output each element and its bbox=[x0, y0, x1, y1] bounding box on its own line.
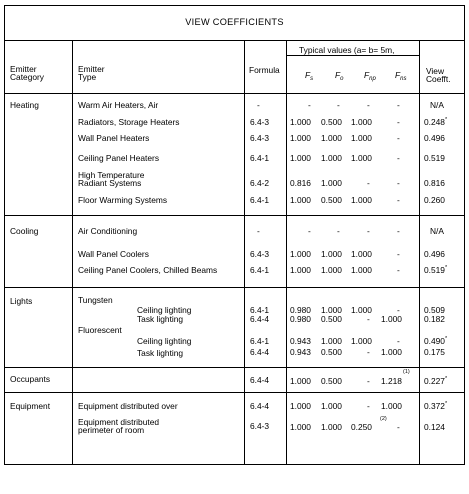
header-fnp: $F_{np}$ bbox=[364, 70, 376, 82]
fnp-cell: - bbox=[367, 401, 370, 411]
col-rule-formula bbox=[286, 40, 287, 465]
formula-cell: 6.4-1 bbox=[250, 195, 270, 205]
header-view-line2: Coefft. bbox=[426, 74, 451, 84]
header-category-line2: Category bbox=[10, 72, 44, 82]
fo-cell: 1.000 bbox=[321, 178, 342, 188]
fns-cell: - bbox=[397, 305, 400, 315]
fnp-cell: 1.000 bbox=[351, 195, 372, 205]
category-heating: Heating bbox=[10, 100, 39, 110]
fns-cell: 1.000 bbox=[381, 401, 402, 411]
fs-cell: 0.980 bbox=[290, 314, 311, 324]
fns-footnote: (1) bbox=[403, 369, 410, 375]
formula-cell: 6.4-1 bbox=[250, 153, 270, 163]
fnp-cell: - bbox=[367, 100, 370, 110]
type-radiators: Radiators, Storage Heaters bbox=[78, 117, 180, 127]
fo-cell: 1.000 bbox=[321, 336, 342, 346]
header-typical-values: Typical values (a= b= 5m, bbox=[299, 45, 395, 55]
formula-cell: 6.4-3 bbox=[250, 249, 270, 259]
header-type-line1: Emitter bbox=[78, 64, 105, 74]
fnp-cell: - bbox=[367, 347, 370, 357]
header-fs: $F_s$ bbox=[305, 70, 314, 82]
view-cell: N/A bbox=[430, 100, 444, 110]
fs-cell: 1.000 bbox=[290, 422, 311, 432]
fo-cell: 0.500 bbox=[321, 314, 342, 324]
type-equipment-perimeter-line1: Equipment distributed bbox=[78, 417, 160, 427]
fns-cell: - bbox=[397, 422, 400, 432]
fnp-cell: 1.000 bbox=[351, 117, 372, 127]
formula-cell: - bbox=[257, 100, 260, 110]
type-tungsten-task: Task lighting bbox=[137, 314, 184, 324]
header-category-line1: Emitter bbox=[10, 64, 37, 74]
fnp-cell: 1.000 bbox=[351, 133, 372, 143]
fs-cell: - bbox=[308, 100, 311, 110]
fs-cell: 0.980 bbox=[290, 305, 311, 315]
category-occupants: Occupants bbox=[10, 374, 51, 384]
view-cell: 0.175 bbox=[424, 347, 445, 357]
heating-rule bbox=[4, 215, 465, 216]
fo-cell: - bbox=[337, 226, 340, 236]
fo-cell: 1.000 bbox=[321, 153, 342, 163]
fs-cell: 1.000 bbox=[290, 401, 311, 411]
fnp-cell: 1.000 bbox=[351, 305, 372, 315]
type-floor-warming: Floor Warming Systems bbox=[78, 195, 168, 205]
col-rule-view bbox=[419, 40, 420, 465]
formula-cell: - bbox=[257, 226, 260, 236]
type-equipment-perimeter-line2: perimeter of room bbox=[78, 425, 145, 435]
fo-cell: 1.000 bbox=[321, 305, 342, 315]
fo-cell: 0.500 bbox=[321, 347, 342, 357]
view-cell: 0.182 bbox=[424, 314, 445, 324]
occupants-rule bbox=[4, 392, 465, 393]
fs-cell: 0.943 bbox=[290, 347, 311, 357]
fo-cell: - bbox=[337, 100, 340, 110]
view-cell: 0.260 bbox=[424, 195, 445, 205]
formula-cell: 6.4-3 bbox=[250, 133, 270, 143]
view-cell: 0.227* bbox=[424, 376, 448, 386]
type-high-temp-line2: Radiant Systems bbox=[78, 178, 142, 188]
type-tungsten: Tungsten bbox=[78, 295, 113, 305]
fns-cell: - bbox=[397, 249, 400, 259]
fo-cell: 1.000 bbox=[321, 265, 342, 275]
fo-cell: 1.000 bbox=[321, 249, 342, 259]
formula-cell: 6.4-1 bbox=[250, 336, 270, 346]
type-fluorescent: Fluorescent bbox=[78, 325, 122, 335]
fnp-cell: 0.250 bbox=[351, 422, 372, 432]
header-type-line2: Type bbox=[78, 72, 97, 82]
fo-cell: 1.000 bbox=[321, 133, 342, 143]
fs-cell: - bbox=[308, 226, 311, 236]
fo-cell: 1.000 bbox=[321, 422, 342, 432]
view-cell: 0.816 bbox=[424, 178, 445, 188]
fnp-cell: - bbox=[367, 376, 370, 386]
type-tungsten-ceiling: Ceiling lighting bbox=[137, 305, 192, 315]
title-rule bbox=[4, 40, 465, 41]
formula-cell: 6.4-4 bbox=[250, 347, 270, 357]
formula-cell: 6.4-4 bbox=[250, 401, 270, 411]
fs-cell: 1.000 bbox=[290, 133, 311, 143]
view-cell: 0.496 bbox=[424, 249, 445, 259]
fs-cell: 0.943 bbox=[290, 336, 311, 346]
fns-cell: 1.218 bbox=[381, 376, 402, 386]
fnp-cell: - bbox=[367, 314, 370, 324]
type-high-temp-line1: High Temperature bbox=[78, 170, 145, 180]
fnp-cell: 1.000 bbox=[351, 336, 372, 346]
view-cell: 0.496 bbox=[424, 133, 445, 143]
header-fns: $F_{ns}$ bbox=[395, 70, 407, 82]
category-cooling: Cooling bbox=[10, 226, 39, 236]
fs-cell: 1.000 bbox=[290, 117, 311, 127]
fs-cell: 1.000 bbox=[290, 265, 311, 275]
fnp-cell: - bbox=[367, 178, 370, 188]
view-cell: 0.248* bbox=[424, 117, 448, 127]
fo-cell: 0.500 bbox=[321, 117, 342, 127]
view-cell: 0.490* bbox=[424, 336, 448, 346]
formula-cell: 6.4-2 bbox=[250, 178, 270, 188]
view-cell: 0.519 bbox=[424, 153, 445, 163]
category-equipment: Equipment bbox=[10, 401, 51, 411]
fns-cell: - bbox=[397, 226, 400, 236]
fns-cell: - bbox=[397, 336, 400, 346]
view-cell: 0.509 bbox=[424, 305, 445, 315]
fo-cell: 1.000 bbox=[321, 401, 342, 411]
header-formula: Formula bbox=[249, 65, 280, 75]
fns-cell: - bbox=[397, 117, 400, 127]
fnp-cell: - bbox=[367, 226, 370, 236]
view-cell: 0.372* bbox=[424, 401, 448, 411]
fs-cell: 1.000 bbox=[290, 249, 311, 259]
header-view-line1: View bbox=[426, 66, 445, 76]
type-fluorescent-ceiling: Ceiling lighting bbox=[137, 336, 192, 346]
lights-rule bbox=[4, 367, 465, 368]
fs-cell: 1.000 bbox=[290, 376, 311, 386]
header-rule bbox=[4, 93, 465, 94]
fns-cell: - bbox=[397, 133, 400, 143]
fns-cell: - bbox=[397, 195, 400, 205]
fs-cell: 1.000 bbox=[290, 153, 311, 163]
fnp-footnote: (2) bbox=[380, 416, 387, 422]
fns-cell: - bbox=[397, 100, 400, 110]
formula-cell: 6.4-3 bbox=[250, 421, 270, 431]
table-title: VIEW COEFFICIENTS bbox=[185, 17, 284, 27]
view-cell: 0.124 bbox=[424, 422, 445, 432]
fnp-cell: 1.000 bbox=[351, 249, 372, 259]
view-cell: N/A bbox=[430, 226, 444, 236]
view-cell: 0.519* bbox=[424, 265, 448, 275]
type-ceiling-panel: Ceiling Panel Heaters bbox=[78, 153, 160, 163]
formula-cell: 6.4-1 bbox=[250, 265, 270, 275]
header-fo: $F_o$ bbox=[335, 70, 344, 82]
fnp-cell: 1.000 bbox=[351, 153, 372, 163]
fns-cell: 1.000 bbox=[381, 314, 402, 324]
type-fluorescent-task: Task lighting bbox=[137, 348, 184, 358]
col-rule-category bbox=[72, 40, 73, 465]
category-lights: Lights bbox=[10, 296, 33, 306]
formula-cell: 6.4-4 bbox=[250, 375, 270, 385]
type-warm-air: Warm Air Heaters, Air bbox=[78, 100, 159, 110]
fns-cell: - bbox=[397, 178, 400, 188]
fo-cell: 0.500 bbox=[321, 195, 342, 205]
fs-cell: 0.816 bbox=[290, 178, 311, 188]
cooling-rule bbox=[4, 287, 465, 288]
formula-cell: 6.4-1 bbox=[250, 305, 270, 315]
type-air-conditioning: Air Conditioning bbox=[78, 226, 138, 236]
fnp-cell: 1.000 bbox=[351, 265, 372, 275]
type-wall-coolers: Wall Panel Coolers bbox=[78, 249, 149, 259]
header-subrule bbox=[287, 55, 419, 56]
type-wall-panel: Wall Panel Heaters bbox=[78, 133, 150, 143]
fns-cell: 1.000 bbox=[381, 347, 402, 357]
type-ceiling-coolers: Ceiling Panel Coolers, Chilled Beams bbox=[78, 265, 218, 275]
col-rule-type bbox=[244, 40, 245, 465]
formula-cell: 6.4-4 bbox=[250, 314, 270, 324]
fns-cell: - bbox=[397, 153, 400, 163]
fns-cell: - bbox=[397, 265, 400, 275]
fo-cell: 0.500 bbox=[321, 376, 342, 386]
formula-cell: 6.4-3 bbox=[250, 117, 270, 127]
type-equipment-over: Equipment distributed over bbox=[78, 401, 178, 411]
fs-cell: 1.000 bbox=[290, 195, 311, 205]
